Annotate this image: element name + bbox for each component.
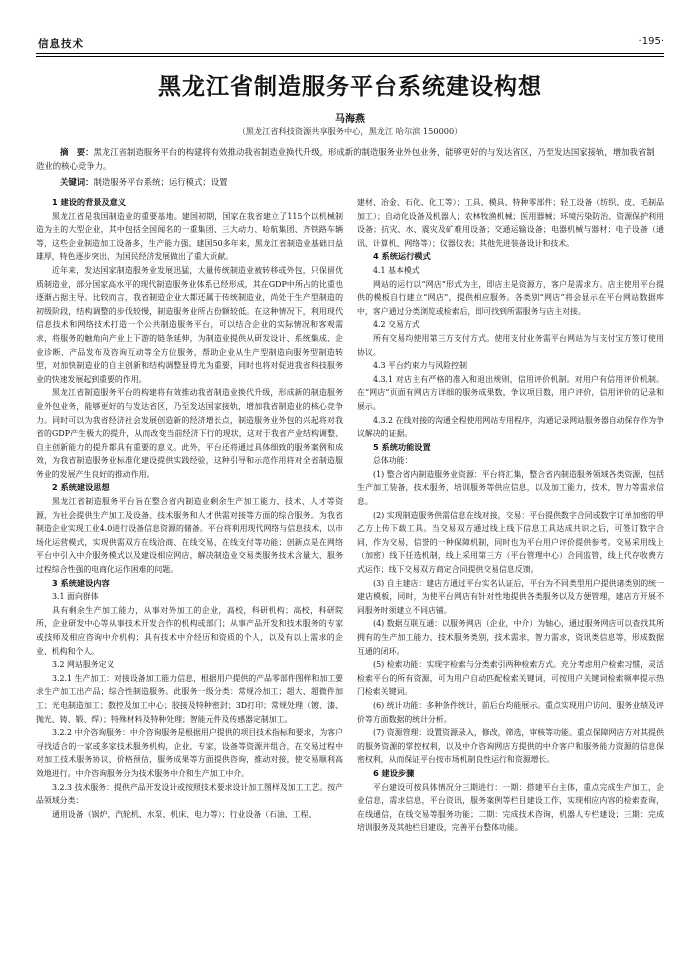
keywords-text: 制造服务平台系统；运行模式；设置 [93,177,228,187]
page-number: ·195· [638,36,664,47]
abstract [36,145,660,173]
paragraph: 近年来，发达国家制造服务业发展迅猛，大量传统制造业被转移或外包，只保留优质制造业，部分国家高水平的现代制造服务业体系已经形成，其在GDP中所占的比重也逐渐占据主导。比较而言，我省制造企业大都还属于传统制造业，尚处于生产型制造的初级阶段，结构调整的步伐较慢，制造服务业所占份额较低。在这种情况下，利用现代信息技术和网络技术打造一个公共制造服务平台，可以结合企业的实际情况和客观需求，将服务的触角向产业上下游的链条延伸，为制造业提供从研发设计、系统集成、企业诊断、产品发布及咨询互动等全方位服务，帮助企业从生产型制造向服务型制造转型，对加快制造业的自主创新和结构调整显得尤为重要，同时也将对促进我省科技服务业的快速发展起到重要的作用。 [36,265,343,384]
paragraph: 3.2.1 生产加工：对接设备加工能力信息，根据用户提供的产品零部件图样和加工要求生产加工出产品；综合性制造服务。此服务一级分类：常规冷加工；超大、超微件加工；光电制造加工；数控及加工中心；胶接及特种密封；3D打印；常规处理（镀、漆、抛光、铸、锻、焊）；特殊材料及特种处理；智能元件及传感器定制加工。 [36,673,343,724]
journal-section: 信息技术 [38,38,84,50]
subsection-heading: 4.2 交易方式 [373,320,420,330]
subsection-heading: 4.1 基本模式 [373,265,420,275]
author-name: 马海燕 [335,114,365,125]
abstract-label: 摘 要： [60,147,94,157]
paragraph: (4) 数据互联互通：以服务网店（企业，中介）为轴心，通过服务网店可以查找其所拥有的生产加工能力，技术服务类别，技术需求，智力需求，资讯类信息等，形成数据互通的闭环。 [357,619,664,656]
subsection-heading: 3.1 面向群体 [52,592,99,602]
author-affiliation: （黑龙江省科技资源共享服务中心，黑龙江 哈尔滨 150000） [237,126,463,136]
section-heading: 1 建设的背景及意义 [52,197,127,207]
keywords-label: 关键词： [60,177,94,187]
paragraph: 3.2.2 中介咨询服务：中介咨询服务是根据用户提供的项目技术指标和要求，为客户寻找适合的一家或多家技术服务机构，企业，专家，设备等资源并组合，在交易过程中对加工技术服务协议，价格预估，服务成果等方面提供咨询，推动对接，使交易顺利高效地进行。中介咨询服务分为技术服务中介和生产加工中介。 [36,728,343,778]
paragraph: (1) 整合省内制造服务业资源：平台将汇集，整合省内制造服务领域各类资源，包括生产加工装备，技术服务，培训服务等供应信息，以及加工能力，技术，智力等需求信息。 [357,469,664,507]
section-heading: 6 建设步骤 [373,767,415,778]
abstract-text: 黑龙江省制造服务平台的构建将有效推动我省制造业换代升级，形成新的制造服务业外包业务，能够更好的与发达省区，乃至发达国家接轨，增加我省制造业的核心竞争力。 [36,147,655,171]
body-column-left [36,196,343,936]
paragraph: (7) 资源管理：设置资源录入，修改，筛选，审核等功能。重点保障网店方对其提供的服务资源的掌控权利，以及中介咨询网店方提供的中介客户和服务能力资源的信息保密权利，从而保证平台按市场机制良性运行和资源增长。 [357,728,664,765]
paragraph: (6) 统计功能：多种条件统计，前后台均能展示。重点实现用户访问、服务业绩及评价等方面数据的统计分析。 [357,700,664,724]
keywords [60,175,660,189]
paper-title: 黑龙江省制造服务平台系统建设构想 [158,74,542,100]
paragraph: 4.3.1 对店主有严格的准入和退出规则，信用评价机制。对用户有信用评价机制。在“网店”页面有网店方详细的服务成果数，争议项目数，用户评价，信用评价的记录和展示。 [357,374,664,411]
paragraph: 平台建设可按具体情况分三期进行：一期：搭建平台主体，重点完成生产加工，企业信息，需求信息，平台资讯，服务案例等栏目建设工作，实现相应内容的检索查询，在线通信，在线交易等服务功能；二期：完成技术咨询，机器人专栏建设；三期：完成培训服务及其他栏目建设，完善平台整体功能。 [357,782,664,833]
header-rule-thick [36,53,664,54]
section-heading: 4 系统运行模式 [373,251,431,262]
paragraph: 总体功能： [373,456,413,466]
paragraph: 网站的运行以“网店”形式为主，即店主是资源方，客户是需求方。店主使用平台提供的模板自行建立“网店”，提供相应服务。各类别“网店”将会显示在平台网站数据库中，客户通过分类浏览或检索后，即可找到所需服务与店主对接。 [357,279,664,316]
paragraph: 建材、冶金、石化、化工等）；工具、模具、特种零部件；轻工设备（纺织、皮、毛制品加工）；自动化设备及机器人；农林牧渔机械；医用器械；环境污染防治、资源保护利用设备；抗灾、水、震灾及矿难用设备；交通运输设备；电器机械与器材；电子设备（通讯、计算机、网络等）；仪器仪表；其他先进装备设计和技术。 [357,198,664,248]
header-rule-thin [36,56,664,57]
paragraph: (2) 实现制造服务供需信息在线对接，交易：平台提供数字合同或数字订单加密的甲乙方上传下载工具。当交易双方通过线上线下信息工具达成共识之后，可签订数字合同，作为交易，信誉的一种保障机制，同时也为平台用户评价提供参考。交易采用线上（加密）线下任选机制，线上采用第三方（平台管理中心）合同监管，线上代存收费方式运作；线下交易双方商定合同提供交易信息反馈。 [357,510,664,575]
paragraph: (3) 自主建店：建店方通过平台实名认证后，平台为不同类型用户提供诸类别的统一建店模板，同时，为使平台网店有针对性地提供各类服务以及方便管理，建店方开展不同服务时须建立不同店铺。 [357,578,664,615]
section-heading: 5 系统功能设置 [373,441,431,452]
running-header [36,34,664,52]
paragraph: 4.3.2 在线对接的沟通全程使用网站专用程序，沟通记录网站服务器自动保存作为争议解决的证据。 [357,415,664,439]
paragraph: 所有交易均使用第三方支付方式。使用支付业务需平台网站为与支付宝方签订使用协议。 [357,333,664,357]
paragraph: 通用设备（锅炉、汽轮机、水泵、机床、电力等）；行业设备（石油、工程、 [52,809,317,819]
subsection-heading: 4.3 平台约束力与风险控制 [373,361,467,371]
paragraph: 3.2.3 技术服务：提供产品开发设计或按照技术要求设计加工图样及加工工艺。按产品领域分类： [36,782,343,806]
section-heading: 3 系统建设内容 [52,577,110,588]
subsection-heading: 3.2 网站服务定义 [52,660,115,670]
section-heading: 2 系统建设思想 [52,482,110,493]
paragraph: 黑龙江省是我国制造业的重要基地。建国初期，国家在我省建立了115个以机械制造为主的大型企业，其中包括全国闻名的一重集团、三大动力、哈航集团、齐铁路车辆等，这些企业制造加工设备多，生产能力强。建国50多年来，黑龙江省制造业基础日益雄厚，特色逐步突出，为国民经济发展做出了重大贡献。 [36,211,343,262]
body-column-right [357,196,664,936]
paragraph: 黑龙江省制造服务平台旨在整合省内制造业剩余生产加工能力，技术、人才等资源，为社会提供生产加工及设备、技术服务和人才供需对接等方面的综合服务。为我省制造企业实现工业4.0进行设备信息资源的储备。平台将利用现代网络与信息技术，以市场化运营模式，实现供需双方在线洽商、在线交易，在线支付等功能；创新点是在网络平台中引入中介服务模式以及建设相应网店，解决制造业交易类服务技术含量大、服务过程综合性强的电商化运作困难的问题。 [36,497,343,575]
paragraph: 黑龙江省制造服务平台的构建将有效推动我省制造业换代升级，形成新的制造服务业外包业务，能够更好的与发达省区，乃至发达国家接轨，增加我省制造业的核心竞争力。同时可以为我省经济社会发展创造新的经济增长点，制造服务业外包的兴起将对我省的GDP产生极大的提升，从而改变当前经济下行的现状，这对于我省产业结构调整、自主创新能力的提升都具有重要的意义。此外，平台还将通过具体细致的服务案例和成效，为我省制造服务业标准化建设提供实践经验，这种引导和示范作用将对全省制造服务业的发展产生良好的推动作用。 [36,388,343,479]
paragraph: 具有剩余生产加工能力，从事对外加工的企业，高校，科研机构；高校，科研院所，企业研发中心等从事技术开发合作的机构或部门；从事产品开发和技术服务的专家或技师及相应咨询中介机构；具有技术中介经历和资质的个人，以及有以上需求的企业、机构和个人。 [36,605,343,656]
paragraph: (5) 检索功能：实现字检索与分类索引两种检索方式。充分考虑用户检索习惯，灵活检索平台的所有资源，可为用户自动匹配检索关键词，可按用户关键词检索频率提示热门检索关键词。 [357,660,664,697]
